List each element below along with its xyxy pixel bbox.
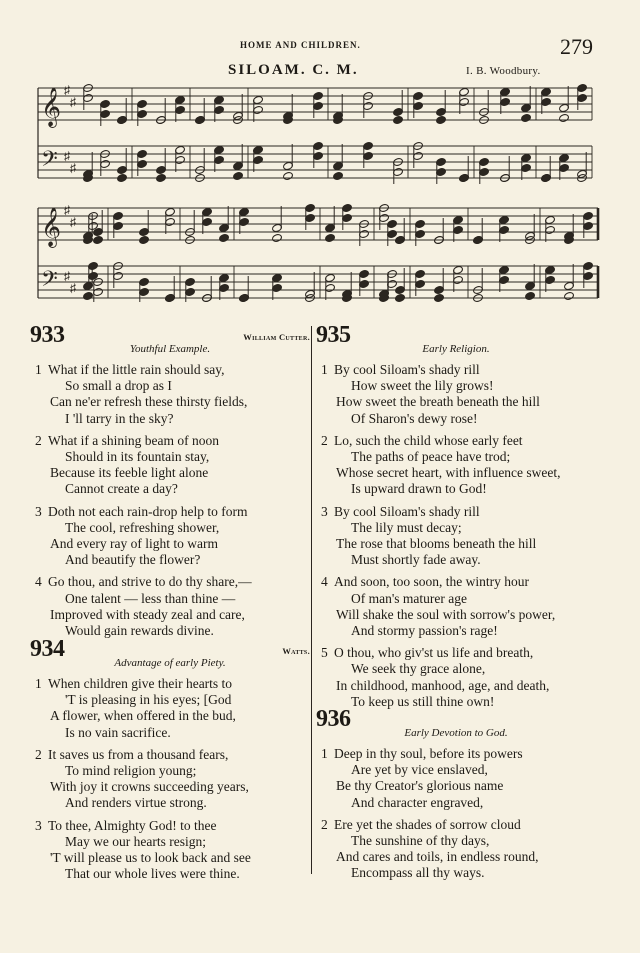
note-head	[559, 113, 570, 122]
verse-text: Go thou, and strive to do thy share,—	[48, 574, 252, 590]
stanza-number: 4	[35, 574, 42, 590]
note-head	[272, 233, 283, 242]
hymn-number: 935	[316, 322, 351, 348]
verse-text: What if a shining beam of noon	[48, 432, 219, 448]
verse-line: Are yet by vice enslaved,	[351, 762, 488, 778]
verse-line: Should in its fountain stay,	[65, 449, 210, 464]
verse-line	[30, 676, 310, 692]
stanza	[316, 574, 596, 639]
verse-line: May we our hearts resign;	[65, 833, 206, 849]
sharp-icon: ♯	[70, 281, 76, 295]
verse-line: Cannot create a day?	[65, 481, 178, 497]
verse-text: And soon, too soon, the wintry hour	[334, 574, 529, 590]
verse-line: In childhood, manhood, age, and death,	[336, 677, 550, 693]
hymn-author: William Cutter.	[243, 332, 310, 342]
verse-line: To mind religion young;	[65, 763, 197, 778]
verse-line: And beautify the flower?	[65, 552, 201, 568]
verse-line: Would gain rewards divine.	[65, 623, 214, 638]
note-head	[219, 233, 230, 242]
hymn-author: Watts.	[282, 646, 310, 656]
column-divider	[311, 326, 312, 874]
note-head	[393, 115, 404, 124]
verse-line	[316, 362, 596, 378]
verse-line: To keep us still thine own!	[351, 693, 495, 709]
verse-line: And character engraved,	[351, 794, 484, 810]
verse-line: How sweet the lily grows!	[351, 378, 494, 394]
sharp-icon: ♯	[70, 215, 76, 229]
stanza	[30, 818, 310, 883]
note-head	[564, 291, 575, 300]
note-head	[436, 115, 447, 124]
hymn-topic: Early Religion.	[422, 343, 490, 355]
verse-text: O thou, who giv'st us life and breath,	[334, 645, 534, 661]
tune-header	[0, 62, 640, 82]
tune-composer: I. B. Woodbury.	[466, 65, 541, 77]
stanza-number: 2	[321, 432, 328, 448]
verse-line: Of man's maturer age	[351, 590, 468, 606]
verse-line: One talent — less than thine —	[65, 590, 236, 606]
verse-line: 'T is pleasing in his eyes; [God	[65, 692, 232, 708]
stanza	[30, 574, 310, 639]
verse-line	[316, 645, 596, 661]
note-head	[325, 233, 336, 242]
treble-clef-icon: 𝄞	[41, 87, 62, 127]
verse-text: By cool Siloam's shady rill	[334, 362, 480, 377]
verse-text: Doth not each rain-drop help to form	[48, 503, 248, 519]
stanza	[316, 504, 596, 569]
note-head	[521, 113, 532, 122]
verse-text: Lo, such the child whose early feet	[334, 432, 523, 448]
verse-line	[316, 433, 596, 449]
stanza-number: 1	[35, 362, 42, 377]
verse-line	[30, 574, 310, 590]
note-head	[525, 291, 536, 300]
note-head	[434, 293, 445, 302]
verse-text: By cool Siloam's shady rill	[334, 503, 480, 519]
note-head	[333, 171, 344, 180]
verse-line: The sunshine of thy days,	[351, 833, 490, 848]
hymn-topic: Youthful Example.	[129, 343, 211, 355]
hymn-number: 934	[30, 636, 65, 662]
verse-line: A flower, when offered in the bud,	[50, 708, 236, 724]
music-score	[0, 82, 640, 302]
stanza	[30, 747, 310, 812]
bass-clef-icon: 𝄢	[41, 147, 58, 177]
stanza-number: 3	[35, 503, 42, 519]
verse-line	[30, 747, 310, 763]
hymn-topic: Advantage of early Piety.	[114, 657, 226, 669]
verse-line: Whose secret heart, with influence sweet,	[336, 465, 561, 481]
verse-line: With joy it crowns succeeding years,	[50, 779, 249, 795]
stanza-number: 3	[321, 503, 328, 519]
verse-line	[30, 362, 310, 378]
stanza-number: 2	[321, 816, 328, 832]
verse-line: Is upward drawn to God!	[351, 481, 487, 497]
verse-line: Because its feeble light alone	[50, 465, 209, 481]
tune-name: SILOAM. C. M.	[228, 62, 359, 78]
stanza-number: 1	[321, 362, 328, 377]
note-head	[139, 235, 150, 244]
verse-line	[30, 504, 310, 520]
verse-line: And stormy passion's rage!	[351, 623, 498, 638]
treble-clef-icon: 𝄞	[41, 207, 62, 247]
stanza-number: 1	[321, 746, 328, 761]
verse-line: Is no vain sacrifice.	[65, 724, 171, 740]
verse-line: So small a drop as I	[65, 378, 172, 394]
verse-line: The lily must decay;	[351, 519, 462, 535]
verse-line	[316, 817, 596, 833]
sharp-icon: ♯	[70, 161, 76, 175]
verse-text: Ere yet the shades of sorrow cloud	[334, 816, 521, 832]
verse-text: When children give their hearts to	[48, 676, 233, 691]
note-head	[233, 171, 244, 180]
verse-line	[30, 433, 310, 449]
stanza	[316, 362, 596, 427]
verse-line: Must shortly fade away.	[351, 552, 481, 568]
sharp-icon: ♯	[64, 269, 70, 283]
verse-text: Deep in thy soul, before its powers	[334, 746, 523, 761]
verse-line: Can ne'er refresh these thirsty fields,	[50, 394, 248, 410]
verse-line: And cares and toils, in endless round,	[336, 849, 539, 865]
bass-clef-icon: 𝄢	[41, 267, 58, 297]
note-head	[283, 171, 294, 180]
verse-line: Improved with steady zeal and care,	[50, 606, 245, 622]
stanza	[30, 433, 310, 498]
verse-line: We seek thy grace alone,	[351, 661, 486, 677]
verse-line: And every ray of light to warm	[50, 536, 218, 551]
note-head	[83, 291, 94, 300]
verse-line: The cool, refreshing shower,	[65, 519, 220, 535]
verse-line: Encompass all thy ways.	[351, 865, 485, 881]
sharp-icon: ♯	[64, 149, 70, 163]
hymn-number: 933	[30, 322, 65, 348]
stanza-number: 4	[321, 574, 328, 590]
stanza	[30, 362, 310, 427]
verse-line: The rose that blooms beneath the hill	[336, 536, 537, 551]
verse-line: The paths of peace have trod;	[351, 449, 511, 464]
stanza-number: 5	[321, 645, 328, 661]
verse-line: Of Sharon's dewy rose!	[351, 410, 478, 426]
stanza	[316, 645, 596, 710]
sharp-icon: ♯	[64, 203, 70, 217]
verse-line: 'T will please us to look back and see	[50, 850, 251, 865]
note-head	[395, 293, 406, 302]
running-head	[0, 34, 640, 59]
verse-line: That our whole lives were thine.	[65, 866, 240, 882]
verse-line	[316, 746, 596, 762]
verse-line	[316, 574, 596, 590]
verse-line	[30, 818, 310, 834]
stanza	[316, 817, 596, 882]
stanza	[316, 746, 596, 811]
stanza-number: 1	[35, 676, 42, 691]
note-head	[156, 173, 167, 182]
stanza	[316, 433, 596, 498]
verse-line: And renders virtue strong.	[65, 795, 207, 811]
verse-line: Be thy Creator's glorious name	[336, 778, 504, 794]
sharp-icon: ♯	[64, 83, 70, 97]
note-head	[117, 173, 128, 182]
verse-text: To thee, Almighty God! to thee	[48, 817, 217, 833]
verse-text: What if the little rain should say,	[48, 362, 225, 377]
stanza-number: 2	[35, 432, 42, 448]
page-number: 279	[560, 34, 593, 59]
verse-text: It saves us from a thousand fears,	[48, 746, 229, 762]
verse-line: Will shake the soul with sorrow's power,	[336, 606, 556, 622]
stanza	[30, 676, 310, 741]
hymn-topic: Early Devotion to God.	[404, 727, 508, 739]
hymn-number: 936	[316, 706, 351, 732]
verse-line: I 'll tarry in the sky?	[65, 410, 174, 426]
verse-line: How sweet the breath beneath the hill	[336, 394, 540, 410]
stanza	[30, 504, 310, 569]
verse-line	[316, 504, 596, 520]
stanza-number: 3	[35, 817, 42, 833]
note-head	[93, 235, 104, 244]
section-title: HOME AND CHILDREN.	[240, 40, 361, 50]
stanza-number: 2	[35, 746, 42, 762]
sharp-icon: ♯	[70, 95, 76, 109]
